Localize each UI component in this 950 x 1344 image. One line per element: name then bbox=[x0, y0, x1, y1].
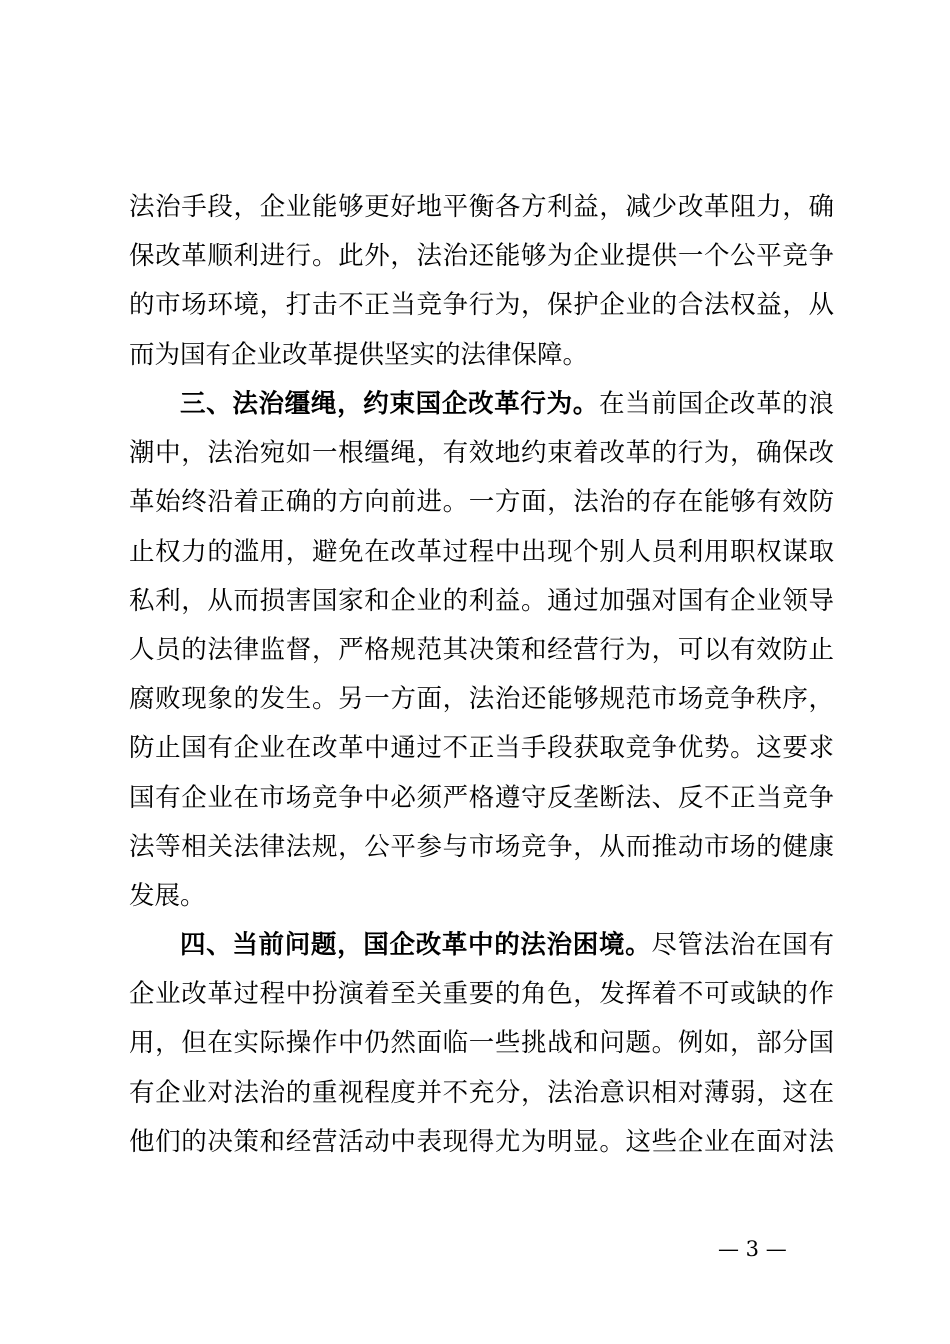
paragraph-line: 腐败现象的发生。另一方面，法治还能够规范市场竞争秩序， bbox=[129, 684, 834, 715]
paragraph-line: 而为国有企业改革提供坚实的法律保障。 bbox=[129, 339, 589, 370]
paragraph-line: 人员的法律监督，严格规范其决策和经营行为，可以有效防止 bbox=[129, 634, 834, 665]
section-heading: 四、当前问题，国企改革中的法治困境。 bbox=[180, 930, 652, 960]
paragraph-1 bbox=[129, 183, 834, 380]
paragraph-line: 用，但在实际操作中仍然面临一些挑战和问题。例如，部分国 bbox=[129, 1028, 834, 1059]
section-heading: 三、法治缰绳，约束国企改革行为。 bbox=[180, 389, 599, 419]
paragraph-line: 潮中，法治宛如一根缰绳，有效地约束着改革的行为，确保改 bbox=[129, 438, 834, 469]
paragraph-line: 企业改革过程中扮演着至关重要的角色，发挥着不可或缺的作 bbox=[129, 979, 834, 1010]
paragraph-3 bbox=[129, 921, 834, 1167]
paragraph-first-line bbox=[129, 921, 834, 970]
paragraph-2 bbox=[129, 380, 834, 921]
paragraph-first-line bbox=[129, 380, 834, 429]
paragraph-line: 国有企业在市场竞争中必须严格遵守反垄断法、反不正当竞争 bbox=[129, 782, 834, 813]
paragraph-line-text: 在当前国企改革的浪 bbox=[598, 389, 834, 419]
paragraph-line: 有企业对法治的重视程度并不充分，法治意识相对薄弱，这在 bbox=[129, 1077, 834, 1108]
paragraph-line: 的市场环境，打击不正当竞争行为，保护企业的合法权益，从 bbox=[129, 290, 834, 321]
paragraph-line: 保改革顺利进行。此外，法治还能够为企业提供一个公平竞争 bbox=[129, 241, 834, 272]
page-number: — 3 — bbox=[718, 1237, 787, 1261]
paragraph-line: 止权力的滥用，避免在改革过程中出现个别人员利用职权谋取 bbox=[129, 536, 834, 567]
paragraph-line: 法治手段，企业能够更好地平衡各方利益，减少改革阻力，确 bbox=[129, 192, 834, 222]
paragraph-line: 他们的决策和经营活动中表现得尤为明显。这些企业在面对法 bbox=[129, 1126, 834, 1157]
paragraph-line: 防止国有企业在改革中通过不正当手段获取竞争优势。这要求 bbox=[129, 733, 834, 764]
paragraph-line: 发展。 bbox=[129, 880, 206, 911]
paragraph-line: 私利，从而损害国家和企业的利益。通过加强对国有企业领导 bbox=[129, 585, 834, 616]
paragraph-line-text: 尽管法治在国有 bbox=[651, 930, 834, 960]
paragraph-line: 革始终沿着正确的方向前进。一方面，法治的存在能够有效防 bbox=[129, 487, 834, 518]
paragraph-line: 法等相关法律法规，公平参与市场竞争，从而推动市场的健康 bbox=[129, 831, 834, 862]
